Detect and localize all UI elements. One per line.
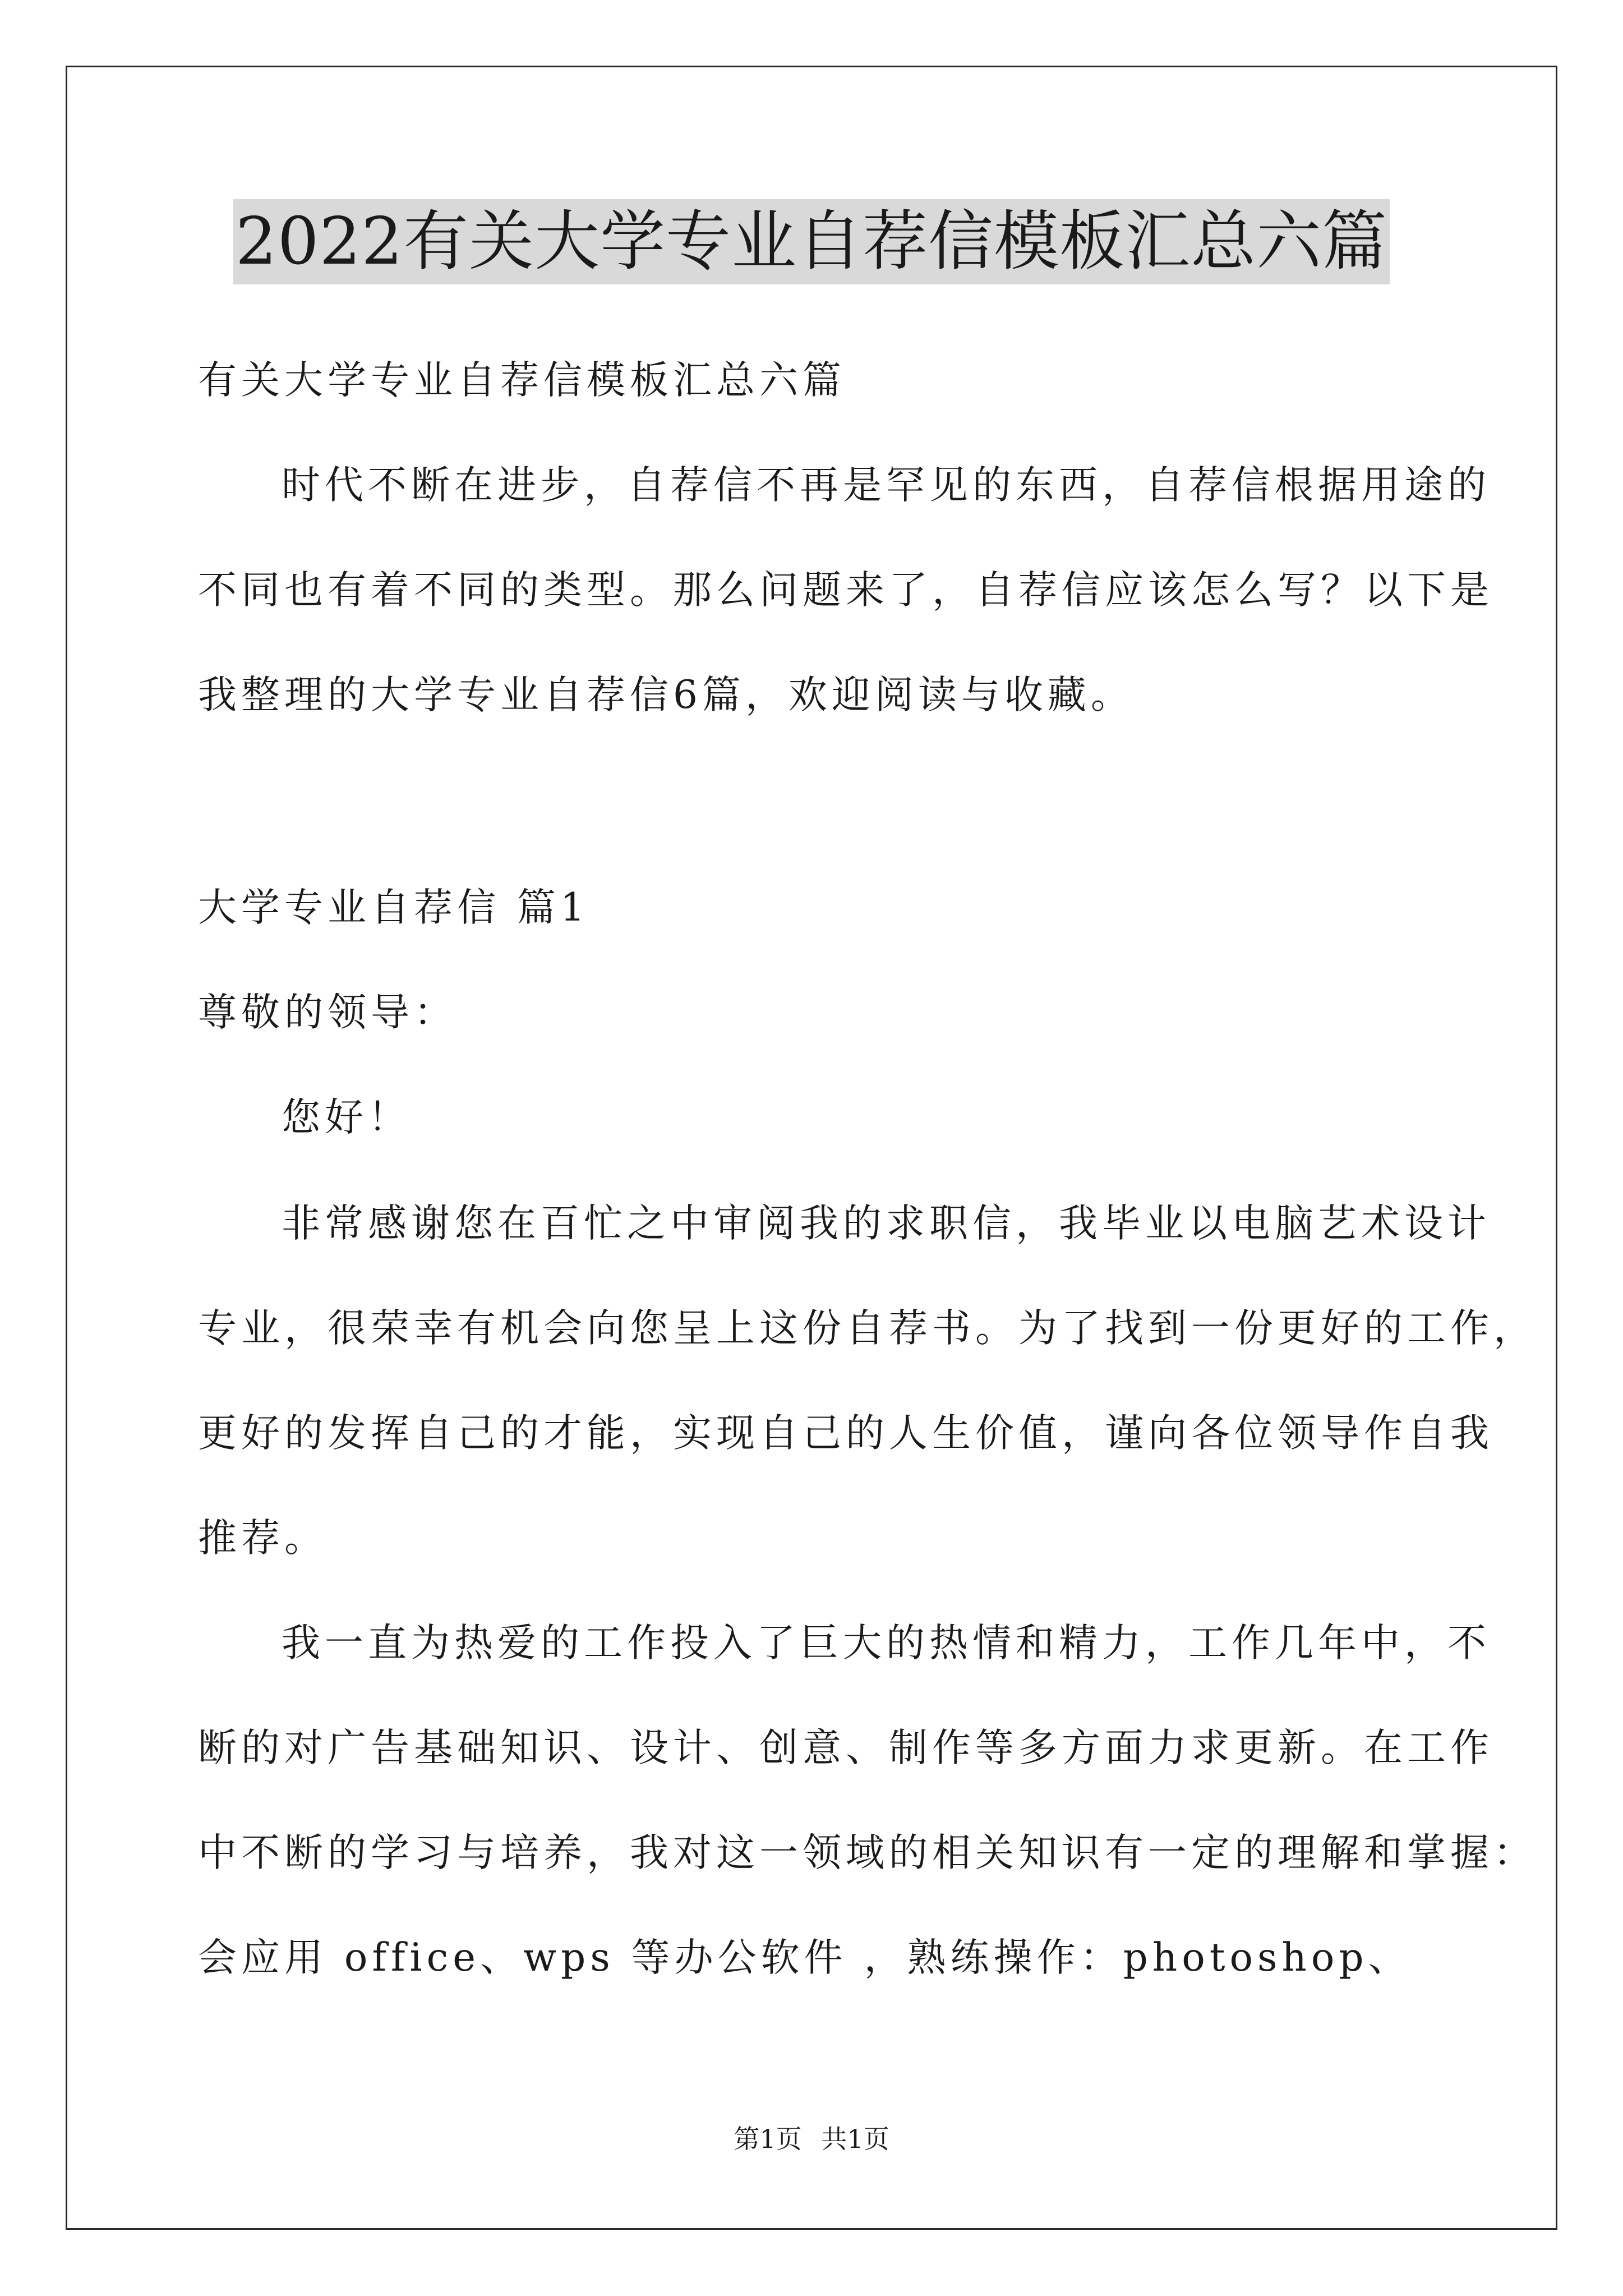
page-total: 共1页	[821, 2124, 889, 2154]
paragraph-line: 我一直为热爱的工作投入了巨大的热情和精力，工作几年中，不	[282, 1621, 1491, 1665]
document-title: 2022有关大学专业自荐信模板汇总六篇	[233, 199, 1390, 284]
paragraph-line: 会应用 office、wps 等办公软件 ，熟练操作：photoshop、	[198, 1935, 1412, 1980]
page-footer	[0, 2122, 1623, 2156]
paragraph-line: 专业，很荣幸有机会向您呈上这份自荐书。为了找到一份更好的工作，	[198, 1306, 1537, 1351]
paragraph-line: 更好的发挥自己的才能，实现自己的人生价值，谨向各位领导作自我	[198, 1411, 1493, 1456]
salutation: 尊敬的领导：	[198, 990, 457, 1035]
document-subtitle: 有关大学专业自荐信模板汇总六篇	[198, 358, 846, 403]
paragraph-line: 非常感谢您在百忙之中审阅我的求职信，我毕业以电脑艺术设计	[282, 1201, 1491, 1246]
page-number: 第1页	[734, 2124, 802, 2154]
title-container	[0, 199, 1623, 284]
paragraph-line: 推荐。	[198, 1516, 328, 1561]
paragraph-line: 我整理的大学专业自荐信6篇，欢迎阅读与收藏。	[198, 673, 1134, 717]
paragraph-line: 时代不断在进步，自荐信不再是罕见的东西，自荐信根据用途的	[282, 463, 1491, 508]
paragraph-line: 中不断的学习与培养，我对这一领域的相关知识有一定的理解和掌握：	[198, 1830, 1537, 1875]
section-heading: 大学专业自荐信 篇1	[198, 885, 589, 930]
paragraph-line: 不同也有着不同的类型。那么问题来了，自荐信应该怎么写？以下是	[198, 568, 1493, 613]
paragraph-line: 断的对广告基础知识、设计、创意、制作等多方面力求更新。在工作	[198, 1726, 1493, 1770]
greeting: 您好！	[282, 1095, 411, 1140]
